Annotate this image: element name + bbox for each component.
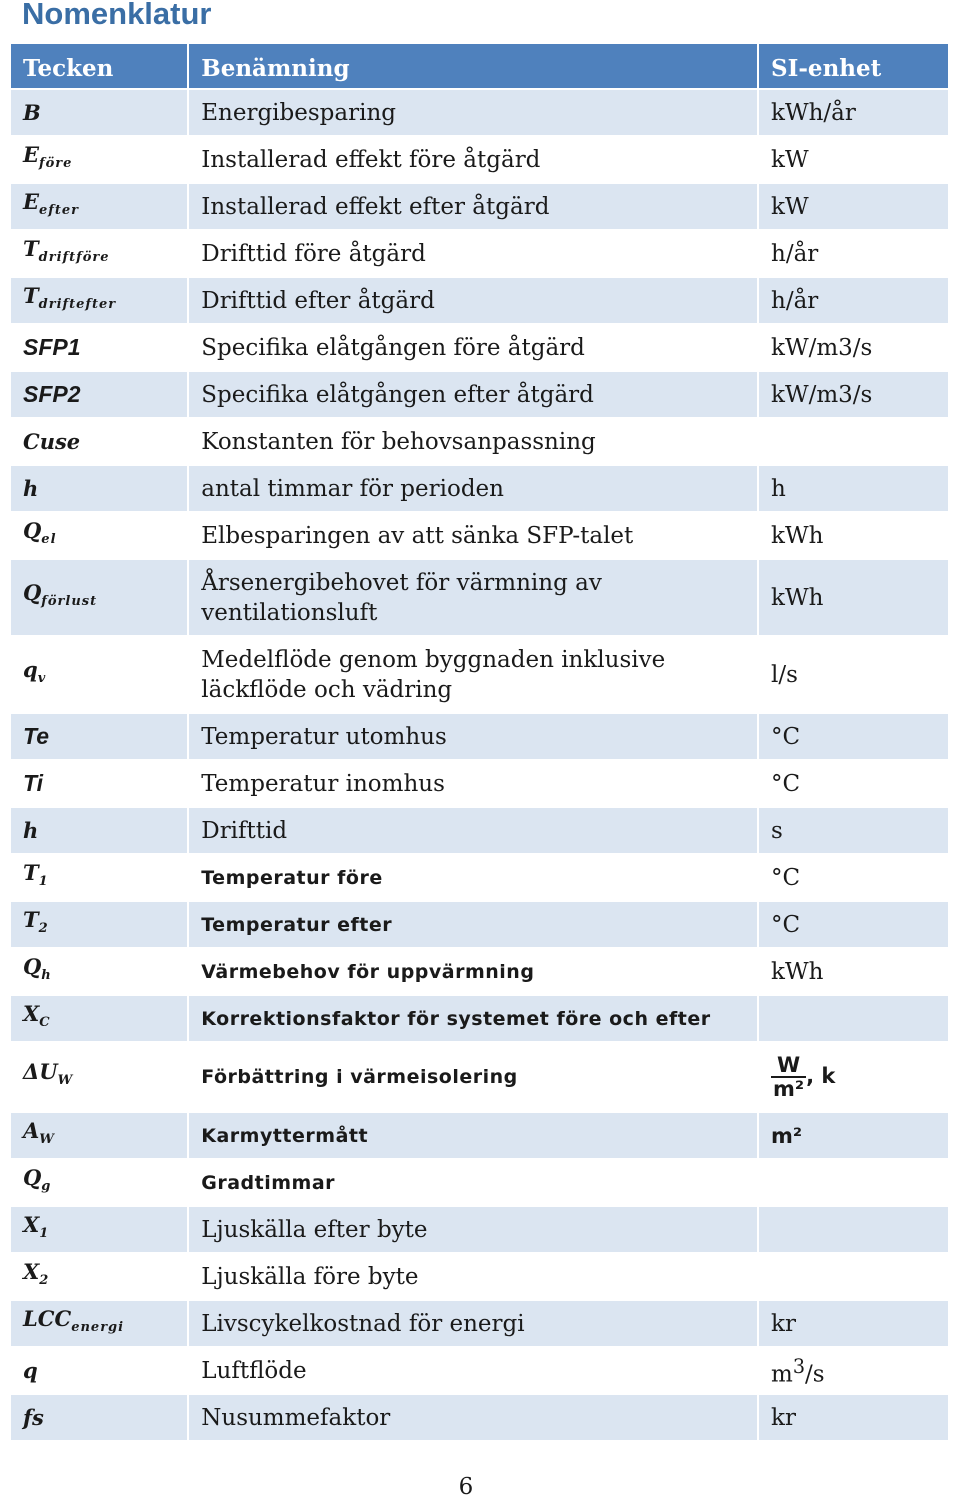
unit-cell: kr (758, 1394, 949, 1441)
symbol-cell (10, 807, 188, 854)
symbol-main: q (23, 1357, 38, 1383)
symbol-main: E (23, 188, 40, 214)
symbol-cell (10, 995, 188, 1042)
name-cell: Installerad effekt efter åtgärd (188, 183, 758, 230)
symbol-cell (10, 89, 188, 136)
name-cell: Karmyttermått (188, 1112, 758, 1159)
table-row (10, 760, 949, 807)
table-row (10, 324, 949, 371)
unit-rest: /s (805, 1361, 825, 1388)
table-row (10, 1394, 949, 1441)
table-row (10, 1253, 949, 1300)
table-row (10, 277, 949, 324)
symbol-cell (10, 418, 188, 465)
name-cell: Årsenergibehovet för värmning av ventilationsluft (188, 559, 758, 636)
name-cell: Installerad effekt före åtgärd (188, 136, 758, 183)
symbol-main: q (23, 656, 38, 682)
name-cell: Värmebehov för uppvärmning (188, 948, 758, 995)
unit-cell: s (758, 807, 949, 854)
symbol-cell (10, 713, 188, 760)
table-row (10, 230, 949, 277)
unit-cell: kWh (758, 948, 949, 995)
table-row (10, 371, 949, 418)
page-title: Nomenklatur (22, 0, 212, 31)
table-row (10, 807, 949, 854)
table-row (10, 901, 949, 948)
unit-cell: kW/m3/s (758, 371, 949, 418)
symbol-cell (10, 1159, 188, 1206)
symbol-subscript: el (41, 532, 57, 548)
symbol-main: Q (23, 579, 42, 605)
name-cell: Drifttid efter åtgärd (188, 277, 758, 324)
unit-base: m (771, 1361, 793, 1388)
unit-cell: kWh (758, 559, 949, 636)
unit-cell (758, 1206, 949, 1253)
symbol-main: X (23, 1211, 40, 1237)
table-row (10, 1159, 949, 1206)
symbol-main: T (23, 235, 39, 261)
symbol-subscript: C (39, 1015, 51, 1031)
name-cell: Förbättring i värmeisolering (188, 1042, 758, 1112)
name-cell: Ljuskälla före byte (188, 1253, 758, 1300)
symbol-main: ΔU (23, 1059, 58, 1085)
symbol-cell (10, 1253, 188, 1300)
unit-cell (758, 995, 949, 1042)
symbol-main: h (23, 475, 39, 501)
unit-cell: h/år (758, 277, 949, 324)
symbol-cell (10, 512, 188, 559)
name-cell: Ljuskälla efter byte (188, 1206, 758, 1253)
symbol-subscript: före (39, 156, 73, 172)
symbol-main: A (23, 1117, 40, 1143)
unit-cell: °C (758, 760, 949, 807)
header-symbol: Tecken (10, 43, 188, 89)
table-header-row (10, 43, 949, 89)
nomenclature-table (9, 42, 950, 1442)
symbol-subscript: g (41, 1179, 52, 1195)
symbol-cell (10, 1347, 188, 1394)
symbol-cell (10, 1042, 188, 1112)
name-cell: Energibesparing (188, 89, 758, 136)
unit-cell: kWh/år (758, 89, 949, 136)
symbol-subscript: v (37, 671, 47, 687)
name-cell: Drifttid före åtgärd (188, 230, 758, 277)
symbol-cell (10, 854, 188, 901)
name-cell: antal timmar för perioden (188, 465, 758, 512)
unit-cell: kr (758, 1300, 949, 1347)
name-cell: Medelflöde genom byggnaden inklusive läckflöde och vädring (188, 636, 758, 713)
name-cell: Gradtimmar (188, 1159, 758, 1206)
symbol-subscript: förlust (41, 594, 98, 610)
name-cell: Specifika elåtgången före åtgärd (188, 324, 758, 371)
table-row (10, 636, 949, 713)
page-number: 6 (458, 1474, 474, 1500)
name-cell: Specifika elåtgången efter åtgärd (188, 371, 758, 418)
unit-cell: h (758, 465, 949, 512)
symbol-cell (10, 230, 188, 277)
unit-superscript: 3 (792, 1354, 806, 1378)
symbol-subscript: 1 (38, 874, 49, 890)
name-cell: Livscykelkostnad för energi (188, 1300, 758, 1347)
unit-cell: m² (758, 1112, 949, 1159)
symbol-subscript: driftföre (38, 250, 110, 266)
symbol-cell (10, 465, 188, 512)
header-unit: SI-enhet (758, 43, 949, 89)
symbol-cell (10, 324, 188, 371)
symbol-main: Te (23, 723, 49, 749)
name-cell: Elbesparingen av att sänka SFP-talet (188, 512, 758, 559)
symbol-main: T (23, 906, 39, 932)
symbol-main: X (23, 1000, 40, 1026)
symbol-subscript: driftefter (38, 297, 117, 313)
symbol-cell (10, 1394, 188, 1441)
table-row (10, 89, 949, 136)
symbol-cell (10, 1300, 188, 1347)
symbol-cell (10, 1206, 188, 1253)
unit-cell: l/s (758, 636, 949, 713)
symbol-subscript: W (39, 1132, 55, 1148)
symbol-main: E (23, 141, 40, 167)
table-row (10, 559, 949, 636)
symbol-cell (10, 136, 188, 183)
unit-tail: , k (806, 1064, 836, 1088)
symbol-main: fs (23, 1404, 44, 1430)
table-row (10, 1042, 949, 1112)
unit-cell (758, 1159, 949, 1206)
unit-denominator: m² (773, 1077, 805, 1101)
symbol-main: Ti (23, 770, 44, 796)
unit-cell: h/år (758, 230, 949, 277)
symbol-cell (10, 183, 188, 230)
symbol-cell (10, 559, 188, 636)
symbol-main: Q (23, 517, 42, 543)
symbol-subscript: efter (39, 203, 80, 219)
name-cell: Temperatur före (188, 854, 758, 901)
symbol-main: SFP1 (23, 334, 81, 360)
name-cell: Nusummefaktor (188, 1394, 758, 1441)
unit-cell (758, 1347, 949, 1394)
symbol-main: T (23, 282, 39, 308)
unit-cell: kW/m3/s (758, 324, 949, 371)
symbol-main: LCC (23, 1305, 72, 1331)
name-cell: Korrektionsfaktor för systemet före och efter (188, 995, 758, 1042)
unit-cell: kWh (758, 512, 949, 559)
name-cell: Temperatur utomhus (188, 713, 758, 760)
symbol-cell (10, 277, 188, 324)
symbol-subscript: W (57, 1073, 74, 1089)
name-cell: Drifttid (188, 807, 758, 854)
unit-cell: kW (758, 136, 949, 183)
symbol-cell (10, 760, 188, 807)
symbol-subscript: 2 (39, 1273, 50, 1289)
name-cell: Temperatur inomhus (188, 760, 758, 807)
table-row (10, 1206, 949, 1253)
symbol-main: Q (23, 953, 42, 979)
symbol-subscript: energi (71, 1320, 125, 1336)
name-cell: Konstanten för behovsanpassning (188, 418, 758, 465)
table-row (10, 948, 949, 995)
symbol-main: h (23, 817, 39, 843)
symbol-main: X (23, 1258, 40, 1284)
table-row (10, 1112, 949, 1159)
unit-numerator: W (771, 1054, 806, 1078)
table-row (10, 136, 949, 183)
table-row (10, 854, 949, 901)
symbol-main: B (23, 99, 41, 125)
symbol-main: SFP2 (23, 381, 81, 407)
symbol-subscript: h (41, 968, 52, 984)
unit-cell: °C (758, 854, 949, 901)
name-cell: Temperatur efter (188, 901, 758, 948)
symbol-cell (10, 636, 188, 713)
table-row (10, 995, 949, 1042)
symbol-subscript: 2 (38, 921, 49, 937)
unit-fraction (771, 1054, 806, 1100)
table-row (10, 465, 949, 512)
unit-cell (758, 1253, 949, 1300)
unit-cell: °C (758, 901, 949, 948)
symbol-main: Q (23, 1164, 42, 1190)
symbol-cell (10, 1112, 188, 1159)
name-cell: Luftflöde (188, 1347, 758, 1394)
unit-cell: °C (758, 713, 949, 760)
unit-cell (758, 1042, 949, 1112)
symbol-main: Cuse (23, 428, 81, 454)
header-name: Benämning (188, 43, 758, 89)
table-row (10, 512, 949, 559)
table-row (10, 1300, 949, 1347)
table-row (10, 1347, 949, 1394)
table-row (10, 713, 949, 760)
table-row (10, 418, 949, 465)
unit-cell: kW (758, 183, 949, 230)
symbol-cell (10, 371, 188, 418)
symbol-cell (10, 948, 188, 995)
symbol-subscript: 1 (39, 1226, 50, 1242)
unit-cell (758, 418, 949, 465)
symbol-main: T (23, 859, 39, 885)
table-row (10, 183, 949, 230)
symbol-cell (10, 901, 188, 948)
